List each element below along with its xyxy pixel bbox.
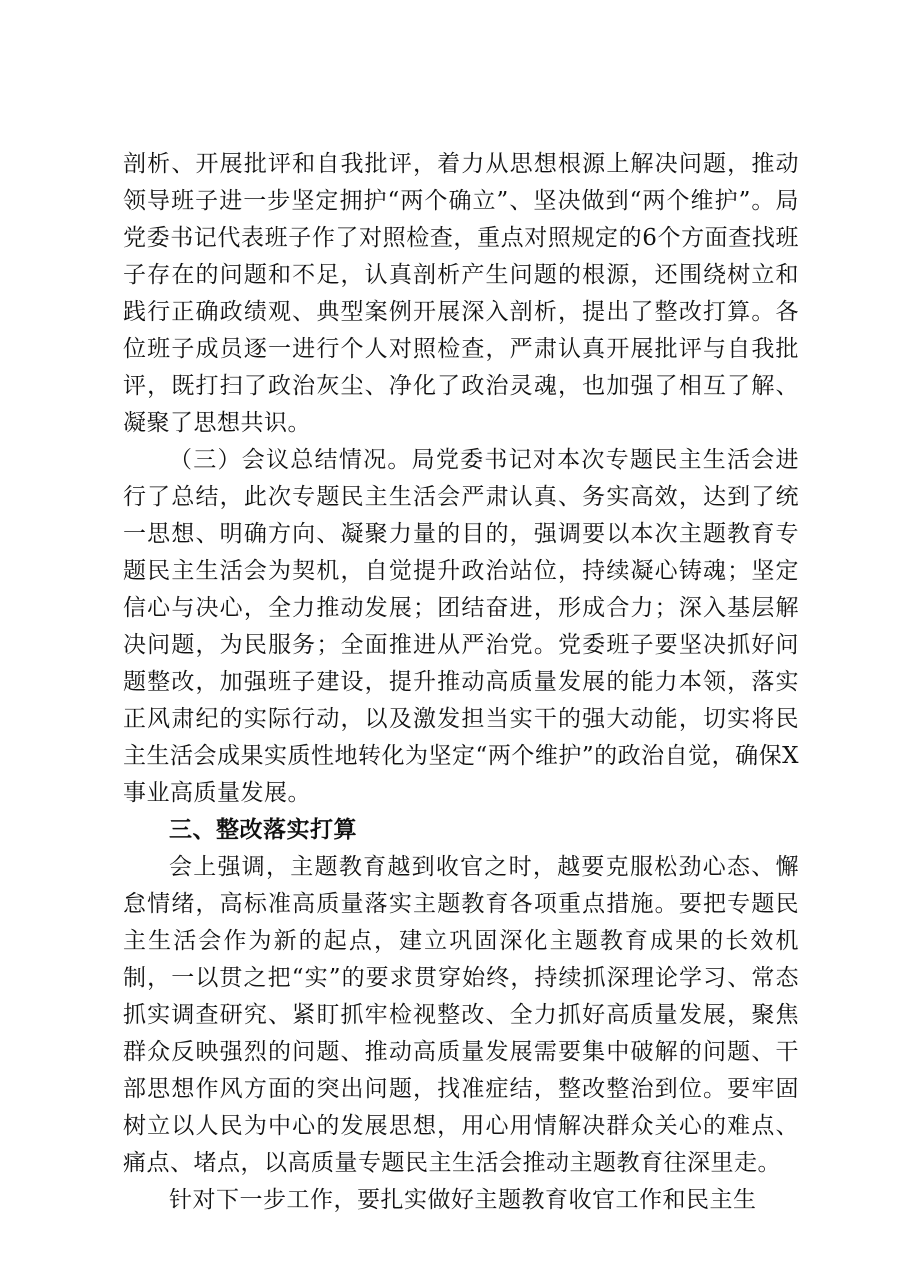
paragraph-continuation: 剖析、开展批评和自我批评，着力从思想根源上解决问题，推动领导班子进一步坚定拥护“两个确立”、坚决做到“两个维护”。局党委书记代表班子作了对照检查，重点对照规定的6个方面查找班子存在的问题和不足，认真剖析产生问题的根源，还围绕树立和践行正确政绩观、典型案例开展深入剖析，提出了整改打算。各位班子成员逐一进行个人对照检查，严肃认真开展批评与自我批评，既打扫了政治灰尘、净化了政治灵魂，也加强了相互了解、凝聚了思想共识。 <box>123 151 799 436</box>
paragraph-meeting-summary: （三）会议总结情况。局党委书记对本次专题民主生活会进行了总结，此次专题民主生活会严肃认真、务实高效，达到了统一思想、明确方向、凝聚力量的目的，强调要以本次主题教育专题民主生活会为契机，自觉提升政治站位，持续凝心铸魂；坚定信心与决心，全力推动发展；团结奋进，形成合力；深入基层解决问题，为民服务；全面推进从严治党。党委班子要坚决抓好问题整改，加强班子建设，提升推动高质量发展的能力本领，落实正风肃纪的实际行动，以及激发担当实干的强大动能，切实将民主生活会成果实质性地转化为坚定“两个维护”的政治自觉，确保X事业高质量发展。 <box>123 447 799 806</box>
section-heading-rectification: 三、整改落实打算 <box>169 817 357 843</box>
paragraph-next-steps: 针对下一步工作，要扎实做好主题教育收官工作和民主生 <box>169 1187 757 1213</box>
document-body <box>123 146 799 1219</box>
paragraph-rectification-plan: 会上强调，主题教育越到收官之时，越要克服松劲心态、懈怠情绪，高标准高质量落实主题教育各项重点措施。要把专题民主生活会作为新的起点，建立巩固深化主题教育成果的长效机制，一以贯之把“实”的要求贯穿始终，持续抓深理论学习、常态抓实调查研究、紧盯抓牢检视整改、全力抓好高质量发展，聚焦群众反映强烈的问题、推动高质量发展需要集中破解的问题、干部思想作风方面的突出问题，找准症结，整改整治到位。要牢固树立以人民为中心的发展思想，用心用情解决群众关心的难点、痛点、堵点，以高质量专题民主生活会推动主题教育往深里走。 <box>123 854 799 1176</box>
